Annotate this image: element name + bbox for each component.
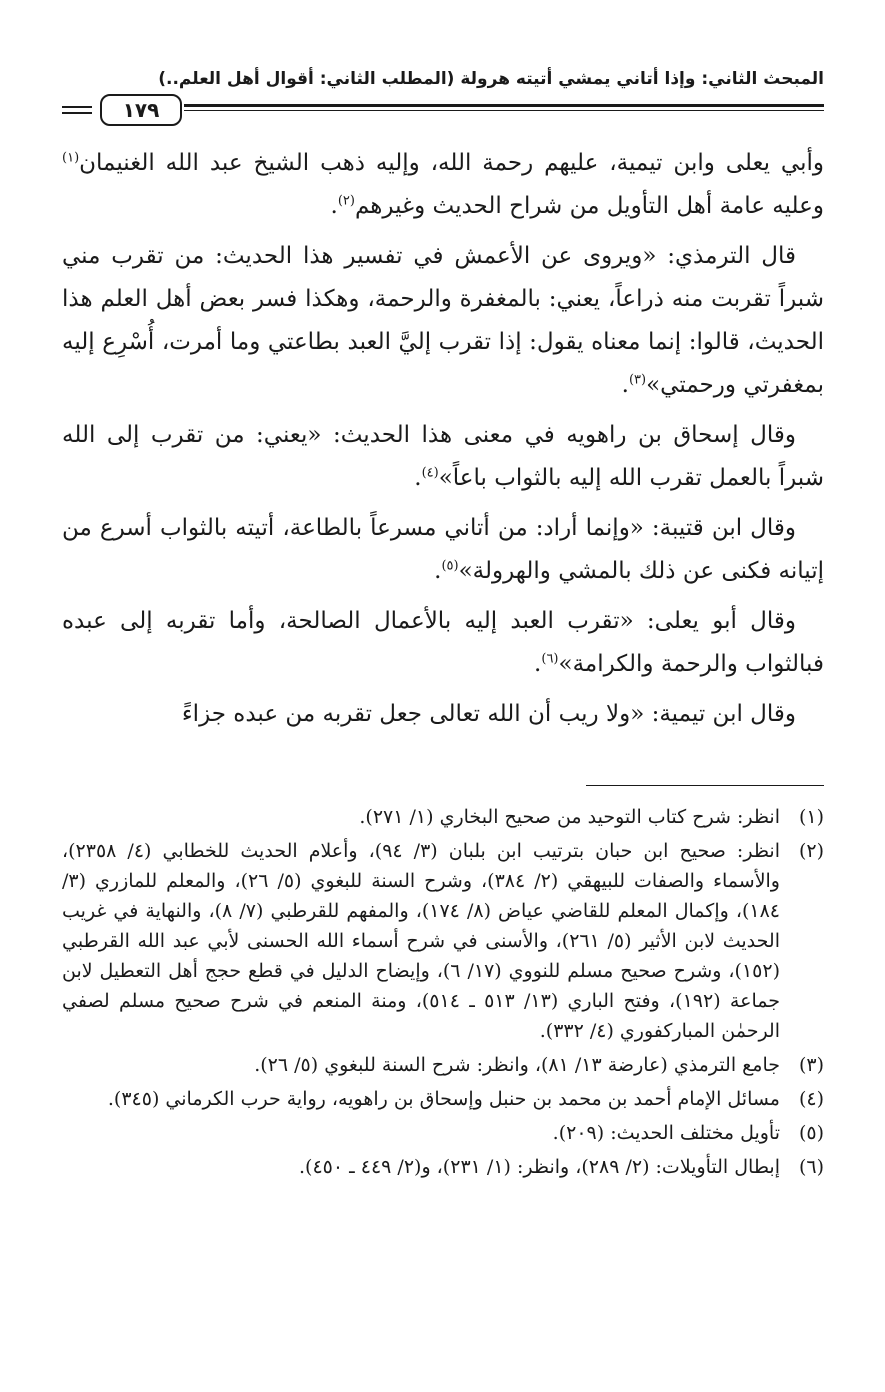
paragraph-2-text-a: قال الترمذي: «ويروى عن الأعمش في تفسير هذا الحديث: من تقرب مني شبراً تقربت منه ذراعاً، يعني: بالمغفرة والرحمة، وهكذا فسر بعض أهل العلم هذا الحديث، قالوا: إنما معناه يقول: إذا تقرب إليَّ العبد بطاعتي وما أمرت، أُسْرِع إليه بمغفرتي ورحمتي»	[62, 243, 824, 398]
header-rule-left-top	[62, 106, 92, 108]
footnote-number: (٢)	[798, 840, 824, 862]
paragraph-4	[62, 507, 824, 593]
running-header-title: المبحث الثاني: وإذا أتاني يمشي أتيته هرولة (المطلب الثاني: أقوال أهل العلم..)	[158, 69, 824, 89]
header-rule-left-bottom	[62, 112, 92, 114]
footnote-number: (٦)	[798, 1156, 824, 1178]
footnote-text: تأويل مختلف الحديث: (٢٠٩).	[552, 1122, 780, 1144]
footnote-number: (٥)	[798, 1122, 824, 1144]
footnote-3	[62, 1050, 824, 1080]
footnote-ref-2[interactable]: (٢)	[337, 193, 355, 209]
footnote-1	[62, 802, 824, 832]
footnote-text: إبطال التأويلات: (٢/ ٢٨٩)، وانظر: (١/ ٢٣١)، و(٢/ ٤٤٩ ـ ٤٥٠).	[299, 1156, 780, 1178]
paragraph-5	[62, 600, 824, 686]
paragraph-2	[62, 235, 824, 407]
header-rule-thin	[184, 110, 824, 111]
footnote-ref-5[interactable]: (٥)	[441, 558, 459, 574]
paragraph-1-text-b: وعليه عامة أهل التأويل من شراح الحديث وغيرهم	[354, 193, 824, 219]
paragraph-3	[62, 414, 824, 500]
footnote-text: انظر: شرح كتاب التوحيد من صحيح البخاري (١/ ٢٧١).	[359, 806, 780, 828]
book-page	[62, 60, 824, 1360]
paragraph-5-text-b: .	[534, 651, 542, 677]
footnotes	[62, 802, 824, 1186]
paragraph-2-text-b: .	[621, 372, 629, 398]
paragraph-4-text-b: .	[434, 558, 442, 584]
page-number: ١٧٩	[100, 94, 182, 126]
footnote-text: مسائل الإمام أحمد بن محمد بن حنبل وإسحاق بن راهويه، رواية حرب الكرماني (٣٤٥).	[107, 1088, 780, 1110]
footnote-6	[62, 1152, 824, 1182]
paragraph-1	[62, 142, 824, 228]
footnote-number: (٤)	[798, 1088, 824, 1110]
footnote-5	[62, 1118, 824, 1148]
header-rule-thick	[184, 104, 824, 107]
footnote-separator	[586, 785, 824, 786]
paragraph-6	[62, 693, 824, 736]
footnote-text: انظر: صحيح ابن حبان بترتيب ابن بلبان (٣/ ٩٤)، وأعلام الحديث للخطابي (٤/ ٢٣٥٨)، والأسماء والصفات للبيهقي (٢/ ٣٨٤)، وشرح السنة للبغوي (٥/ ٢٦)، والمعلم للمازري (٣/ ١٨٤)، وإكمال المعلم للقاضي عياض (٨/ ١٧٤)، والمفهم للقرطبي (٧/ ٨)، والنهاية في غريب الحديث لابن الأثير (٥/ ٢٦١)، والأسنى في شرح أسماء الله الحسنى لأبي عبد الله القرطبي (١٥٢)، وشرح صحيح مسلم للنووي (١٧/ ٦)، وإيضاح الدليل في قطع حجج أهل التعطيل لابن جماعة (١٩٢)، وفتح الباري (١٣/ ٥١٣ ـ ٥١٤)، ومنة المنعم في شرح صحيح مسلم لصفي الرحمٰن المباركفوري (٤/ ٣٣٢).	[62, 840, 781, 1042]
footnote-ref-4[interactable]: (٤)	[421, 465, 439, 481]
paragraph-6-text-a: وقال ابن تيمية: «ولا ريب أن الله تعالى جعل تقربه من عبده جزاءً	[181, 701, 796, 727]
footnote-ref-3[interactable]: (٣)	[628, 372, 647, 388]
paragraph-4-text-a: وقال ابن قتيبة: «وإنما أراد: من أتاني مسرعاً بالطاعة، أتيته بالثواب أسرع من إتيانه فكنى عن ذلك بالمشي والهرولة»	[62, 515, 824, 584]
paragraph-1-text-c: .	[330, 193, 338, 219]
footnote-2	[62, 836, 824, 1046]
paragraph-5-text-a: وقال أبو يعلى: «تقرب العبد إليه بالأعمال الصالحة، وأما تقربه إلى عبده فبالثواب والرحمة والكرامة»	[62, 608, 824, 677]
paragraph-1-text-a: وأبي يعلى وابن تيمية، عليهم رحمة الله، وإليه ذهب الشيخ عبد الله الغنيمان	[79, 150, 824, 176]
footnote-ref-6[interactable]: (٦)	[541, 651, 559, 667]
header-rule	[62, 98, 824, 124]
main-text	[62, 142, 824, 743]
paragraph-3-text-a: وقال إسحاق بن راهويه في معنى هذا الحديث: «يعني: من تقرب إلى الله شبراً بالعمل تقرب الله إليه بالثواب باعاً»	[62, 422, 824, 491]
footnote-number: (١)	[798, 806, 824, 828]
paragraph-3-text-b: .	[414, 465, 422, 491]
footnote-number: (٣)	[798, 1054, 824, 1076]
footnote-ref-1[interactable]: (١)	[62, 150, 80, 166]
footnote-text: جامع الترمذي (عارضة ١٣/ ٨١)، وانظر: شرح السنة للبغوي (٥/ ٢٦).	[254, 1054, 780, 1076]
footnote-4	[62, 1084, 824, 1114]
